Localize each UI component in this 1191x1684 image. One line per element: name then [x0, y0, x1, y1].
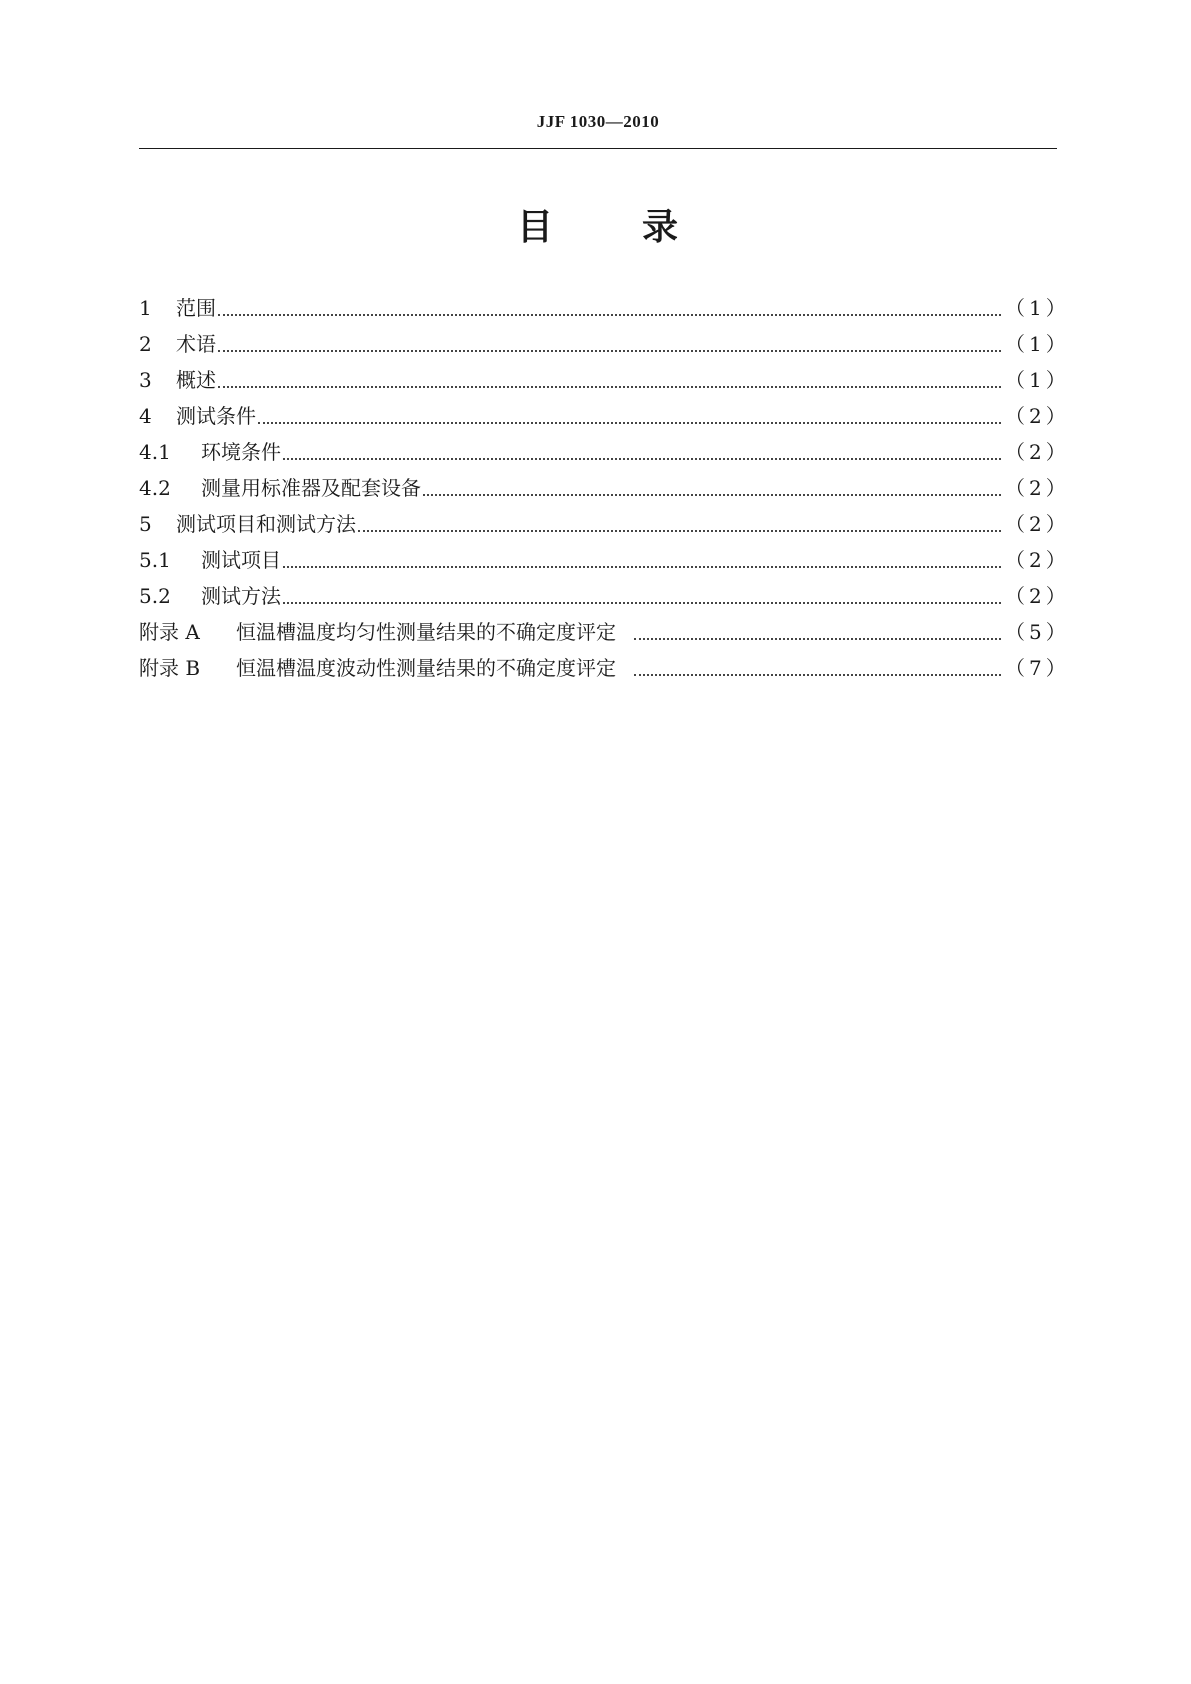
toc-entry-page: （1）	[1005, 368, 1070, 392]
toc-entry-text: 术语	[176, 332, 216, 356]
toc-entry-text: 测量用标准器及配套设备	[201, 476, 421, 500]
toc-entry-4[interactable]	[139, 398, 1070, 434]
toc-entry-number: 4.1	[139, 440, 171, 464]
toc-entry-page: （2）	[1005, 404, 1070, 428]
toc-entry-page: （2）	[1005, 512, 1070, 536]
dot-leader	[634, 674, 1001, 676]
toc-entry-page: （2）	[1005, 440, 1070, 464]
page-header-standard-code: JJF 1030—2010	[536, 112, 660, 131]
toc-entry-5[interactable]	[139, 506, 1070, 542]
header-divider	[139, 148, 1057, 149]
toc-entry-number: 5.2	[139, 584, 171, 608]
toc-entry-4-1[interactable]	[139, 434, 1070, 470]
toc-entry-number: 2	[139, 332, 152, 356]
toc-entry-text: 测试项目	[201, 548, 281, 572]
toc-entry-number: 3	[139, 368, 152, 392]
toc-entry-5-2[interactable]	[139, 578, 1070, 614]
toc-entry-page: （2）	[1005, 476, 1070, 500]
toc-entry-text: 测试项目和测试方法	[176, 512, 356, 536]
dot-leader	[258, 422, 1001, 424]
toc-entry-page: （7）	[1005, 656, 1070, 680]
toc-entry-text: 恒温槽温度均匀性测量结果的不确定度评定	[236, 620, 616, 644]
toc-entry-1[interactable]	[139, 290, 1070, 326]
toc-entry-number: 4.2	[139, 476, 171, 500]
toc-entry-number: 5	[139, 512, 152, 536]
toc-entry-text: 范围	[176, 296, 216, 320]
toc-entry-page: （1）	[1005, 296, 1070, 320]
toc-entry-number: 附录 B	[139, 656, 201, 680]
toc-entry-page: （2）	[1005, 548, 1070, 572]
dot-leader	[283, 602, 1001, 604]
dot-leader	[634, 638, 1001, 640]
toc-entry-number: 附录 A	[139, 620, 200, 644]
dot-leader	[358, 530, 1001, 532]
toc-title-char-1: 目	[517, 207, 554, 248]
toc-list	[139, 290, 1070, 686]
toc-entry-number: 4	[139, 404, 152, 428]
dot-leader	[283, 566, 1001, 568]
toc-entry-3[interactable]	[139, 362, 1070, 398]
toc-entry-appendix-a[interactable]	[139, 614, 1070, 650]
toc-entry-text: 恒温槽温度波动性测量结果的不确定度评定	[236, 656, 616, 680]
dot-leader	[423, 494, 1001, 496]
dot-leader	[218, 350, 1001, 352]
toc-entry-number: 5.1	[139, 548, 171, 572]
toc-entry-page: （5）	[1005, 620, 1070, 644]
dot-leader	[283, 458, 1001, 460]
toc-entry-page: （1）	[1005, 332, 1070, 356]
toc-title	[139, 203, 1057, 253]
toc-entry-4-2[interactable]	[139, 470, 1070, 506]
toc-entry-text: 环境条件	[201, 440, 281, 464]
toc-entry-5-1[interactable]	[139, 542, 1070, 578]
toc-entry-text: 测试方法	[201, 584, 281, 608]
toc-entry-text: 概述	[176, 368, 216, 392]
toc-entry-text: 测试条件	[176, 404, 256, 428]
dot-leader	[218, 386, 1001, 388]
toc-entry-2[interactable]	[139, 326, 1070, 362]
toc-title-char-2: 录	[642, 207, 679, 248]
toc-entry-number: 1	[139, 296, 152, 320]
toc-entry-appendix-b[interactable]	[139, 650, 1070, 686]
toc-entry-page: （2）	[1005, 584, 1070, 608]
dot-leader	[218, 314, 1001, 316]
